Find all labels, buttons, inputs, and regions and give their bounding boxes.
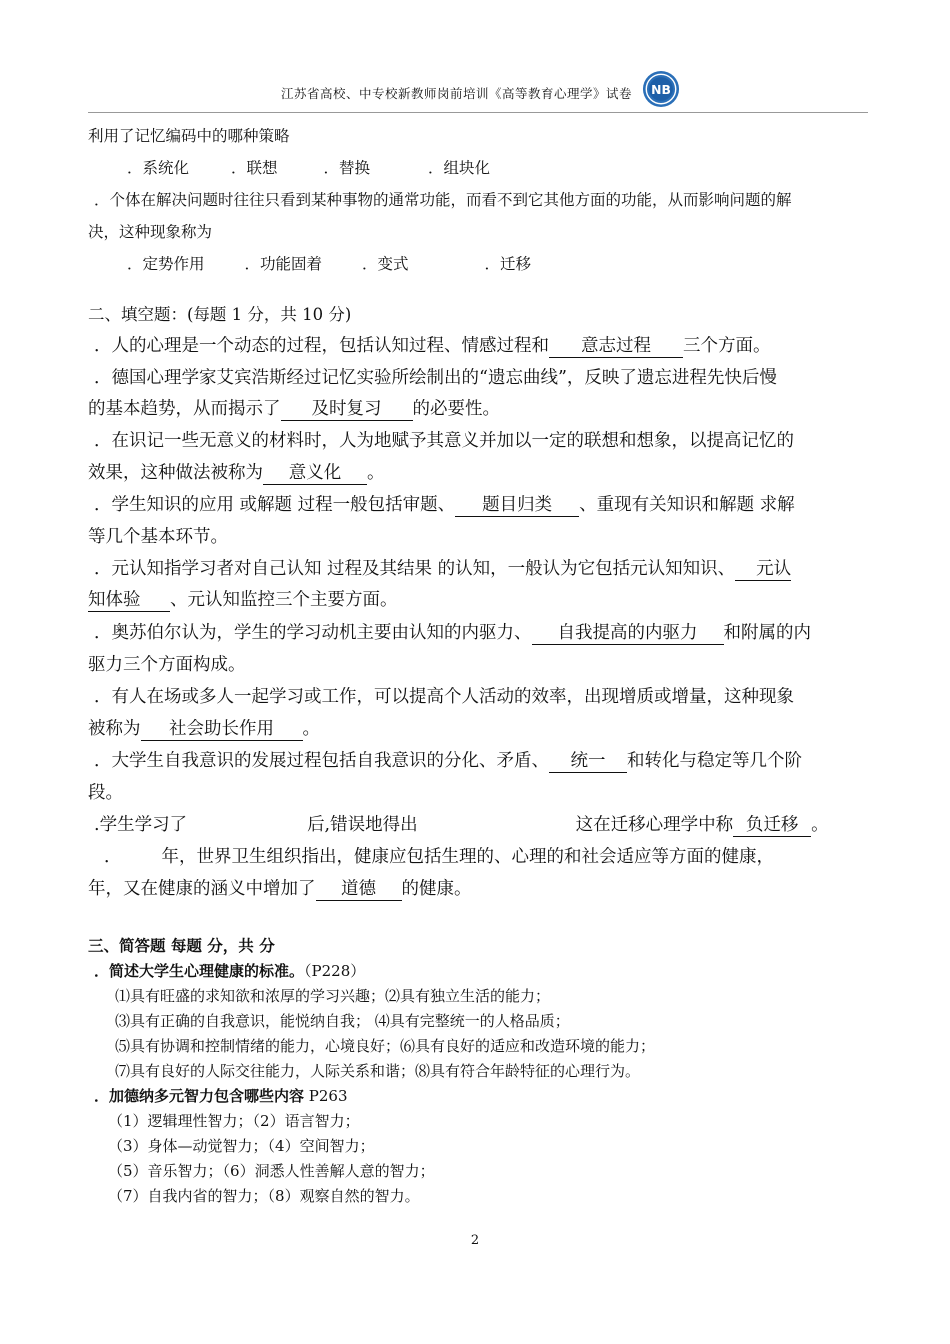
answer-blank: 负迁移: [733, 815, 811, 837]
short-q1-answer-1: ⑴具有旺盛的求知欲和浓厚的学习兴趣；⑵具有独立生活的能力；: [115, 987, 551, 1005]
fill-q7-line-1: ．有人在场或多人一起学习或工作，可以提高个人活动的效率，出现增质或增量，这种现象: [94, 687, 794, 707]
fill-q3-line-1: ．在识记一些无意义的材料时，人为地赋予其意义并加以一定的联想和想象，以提高记忆的: [94, 431, 794, 451]
fill-q4-line-2: 等几个基本环节。: [88, 527, 228, 547]
answer-blank: 自我提高的内驱力: [532, 623, 724, 645]
fill-q6-line-2: 驱力三个方面构成。: [88, 655, 246, 675]
nb-logo-icon: [642, 70, 680, 108]
short-q1: ．简述大学生心理健康的标准。（P228）: [94, 962, 366, 980]
short-q2: ．加德纳多元智力包含哪些内容 P263: [94, 1087, 348, 1105]
fill-q8-line-2: 段。: [88, 783, 123, 803]
option-d: ．迁移: [484, 255, 532, 273]
short-q2-answer-2: （3）身体—动觉智力；（4）空间智力；: [108, 1137, 375, 1155]
short-q2-answer-3: （5）音乐智力；（6）洞悉人性善解人意的智力；: [108, 1162, 435, 1180]
answer-blank: 意志过程: [549, 336, 683, 358]
answer-blank: 统一: [549, 751, 627, 773]
mc-question-line-1: ．个体在解决问题时往往只看到某种事物的通常功能，而看不到它其他方面的功能，从而影响问题的解: [94, 191, 792, 209]
mc-options-2: [127, 254, 531, 274]
option-a: ．定势作用: [127, 255, 205, 273]
answer-blank: 元认: [735, 559, 791, 581]
option-b: ．功能固着: [244, 255, 323, 273]
header-title: 江苏省高校、中专校新教师岗前培训《高等教育心理学》试卷: [280, 86, 632, 101]
section-2-title: 二、填空题：(每题 1 分，共 10 分): [88, 305, 352, 324]
fill-q8-line-1: ．大学生自我意识的发展过程包括自我意识的分化、矛盾、 统一 和转化与稳定等几个阶: [94, 751, 802, 771]
fill-q5-line-2: 知体验 、元认知监控三个主要方面。: [88, 590, 398, 610]
short-q1-answer-2: ⑶具有正确的自我意识，能悦纳自我； ⑷具有完整统一的人格品质；: [115, 1012, 570, 1030]
fill-q2-line-1: ．德国心理学家艾宾浩斯经过记忆实验所绘制出的“遗忘曲线”，反映了遗忘进程先快后慢: [94, 368, 777, 388]
mc-options-1: [127, 158, 490, 178]
fill-q9: .学生学习了 后,错误地得出 这在迁移心理学中称 负迁移 。: [94, 815, 829, 835]
logo-text: NB: [651, 82, 671, 97]
section-3-title: 三、简答题 每题 分，共 分: [88, 937, 275, 955]
mc-question-continuation: 利用了记忆编码中的哪种策略: [88, 127, 290, 145]
answer-blank: 及时复习: [281, 399, 413, 421]
option-c: ．替换: [323, 159, 371, 177]
fill-q6-line-1: ．奥苏伯尔认为，学生的学习动机主要由认知的内驱力、 自我提高的内驱力 和附属的内: [94, 623, 811, 643]
fill-q4-line-1: ．学生知识的应用 或解题 过程一般包括审题、 题目归类 、重现有关知识和解题 求解: [94, 495, 795, 515]
short-q1-answer-3: ⑸具有协调和控制情绪的能力，心境良好；⑹具有良好的适应和改造环境的能力；: [115, 1037, 656, 1055]
answer-blank: 知体验: [88, 590, 170, 612]
fill-q10-line-1: ． 年，世界卫生组织指出，健康应包括生理的、心理的和社会适应等方面的健康，: [104, 847, 774, 867]
mc-question-line-2: 决，这种现象称为: [88, 223, 213, 241]
fill-q3-line-2: 效果，这种做法被称为 意义化 。: [88, 463, 385, 483]
answer-blank: 题目归类: [455, 495, 579, 517]
option-c: ．变式: [362, 255, 409, 273]
fill-q2-line-2: 的基本趋势，从而揭示了 及时复习 的必要性。: [88, 399, 500, 419]
short-q1-answer-4: ⑺具有良好的人际交往能力，人际关系和谐；⑻具有符合年龄特征的心理行为。: [115, 1062, 641, 1080]
page-number: 2: [470, 1233, 480, 1248]
fill-q5-line-1: ．元认知指学习者对自己认知 过程及其结果 的认知，一般认为它包括元认知知识、 元认: [94, 559, 792, 579]
short-q2-answer-4: （7）自我内省的智力；（8）观察自然的智力。: [108, 1187, 420, 1205]
option-b: ．联想: [231, 159, 278, 177]
short-q2-answer-1: （1）逻辑理性智力；（2）语言智力；: [108, 1112, 360, 1130]
answer-blank: 社会助长作用: [141, 719, 303, 741]
option-a: ．系统化: [127, 159, 190, 177]
option-d: ．组块化: [428, 159, 491, 177]
page-header: [0, 70, 950, 114]
answer-blank: 意义化: [263, 463, 367, 485]
header-divider: [88, 112, 868, 113]
answer-blank: 道德: [316, 879, 402, 901]
fill-q1: ．人的心理是一个动态的过程，包括认知过程、情感过程和 意志过程 三个方面。: [94, 336, 771, 356]
fill-q7-line-2: 被称为 社会助长作用 。: [88, 719, 320, 739]
fill-q10-line-2: 年，又在健康的涵义中增加了 道德 的健康。: [88, 879, 472, 899]
